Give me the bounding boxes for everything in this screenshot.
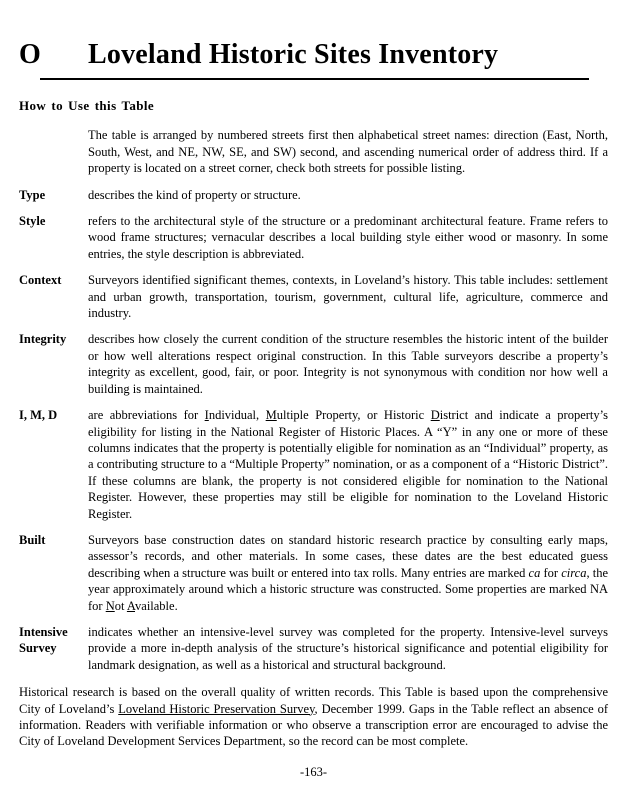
definition-row-built [19,532,608,614]
definition-text: describes the kind of property or structure. [88,187,301,202]
page-title [19,40,608,70]
definition-term: Integrity [19,332,67,347]
definition-term: Type [19,187,46,202]
definition-term: I, M, D [19,408,58,423]
definition-text: are abbreviations for Individual, Multiple Property, or Historic District and indicate a property’s eligibility for listing in the National Register of Historic Places. A “Y” in any one or more of these columns indicates that the property is potentially eligible for nomination as an “Individual” property, as a contributing structure to a “Multiple Property” nomination, or as a component of a “Historic District”. If these columns are blank, the property is not considered eligible for nomination to the National Register. However, these properties may still be eligible for nomination to the Loveland Historic Register. [88,408,608,521]
definition-row-intensive-survey [19,624,608,673]
definition-term: Intensive Survey [19,624,68,656]
definition-row-context [19,272,608,321]
definition-row-style [19,213,608,262]
definition-row-integrity [19,331,608,397]
page-number: -163- [299,765,328,779]
definition-text: describes how closely the current condition of the structure resembles the historic intent of the builder or how well alterations respect original construction. In this Table surveyors describe a property’s integrity as excellent, good, fair, or poor. Integrity is not synonymous with condition nor how well a building is maintained. [88,332,608,396]
definition-row-type [19,187,608,203]
title-rule [40,78,589,80]
title-text: Loveland Historic Sites Inventory [88,39,499,70]
intro-paragraph: The table is arranged by numbered streets first then alphabetical street names: direction (East, North, South, West, and NE, NW, SE, and SW) second, and ascending numerical order of address third. If a property is located on a street corner, check both streets for possible listing. [88,128,608,176]
definition-list [19,187,608,674]
closing-paragraph: Historical research is based on the overall quality of written records. This Table is based upon the comprehensive City of Loveland’s Loveland Historic Preservation Survey, December 1999. Gaps in the Table reflect an absence of information. Readers with verifiable information or who observe a transcription error are encouraged to advise the City of Loveland Development Services Department, so the record can be most complete. [19,685,609,749]
section-subtitle: How to Use this Table [19,98,155,113]
definition-text: Surveyors base construction dates on standard historic research practice by consulting early maps, assessor’s records, and other materials. In some cases, these dates are the best educated guess describing when a structure was built or entered into tax rolls. Many entries are marked ca for circa, the year approximately around which a historic structure was constructed. Some properties are marked NA for Not Available. [88,532,608,613]
definition-term: Context [19,273,62,288]
definition-text: refers to the architectural style of the structure or a predominant architectural feature. Frame refers to wood frame structures; vernacular describes a local building style either wood or masonry. In some entries, the style description is abbreviated. [88,214,608,261]
section-letter: O [19,39,41,70]
definition-term: Style [19,214,46,229]
definition-text: indicates whether an intensive-level survey was completed for the property. Intensive-level surveys provide a more in-depth analysis of the structure’s historical significance and potential eligibility for landmark designation, as well as a historical and structural background. [88,624,608,672]
definition-row-imd [19,407,608,522]
page-header [19,40,608,80]
definition-term: Built [19,532,46,547]
definition-text: Surveyors identified significant themes, contexts, in Loveland’s history. This table includes: settlement and urban growth, transportation, tourism, government, cultural life, agriculture, commerce and industry. [88,273,608,321]
